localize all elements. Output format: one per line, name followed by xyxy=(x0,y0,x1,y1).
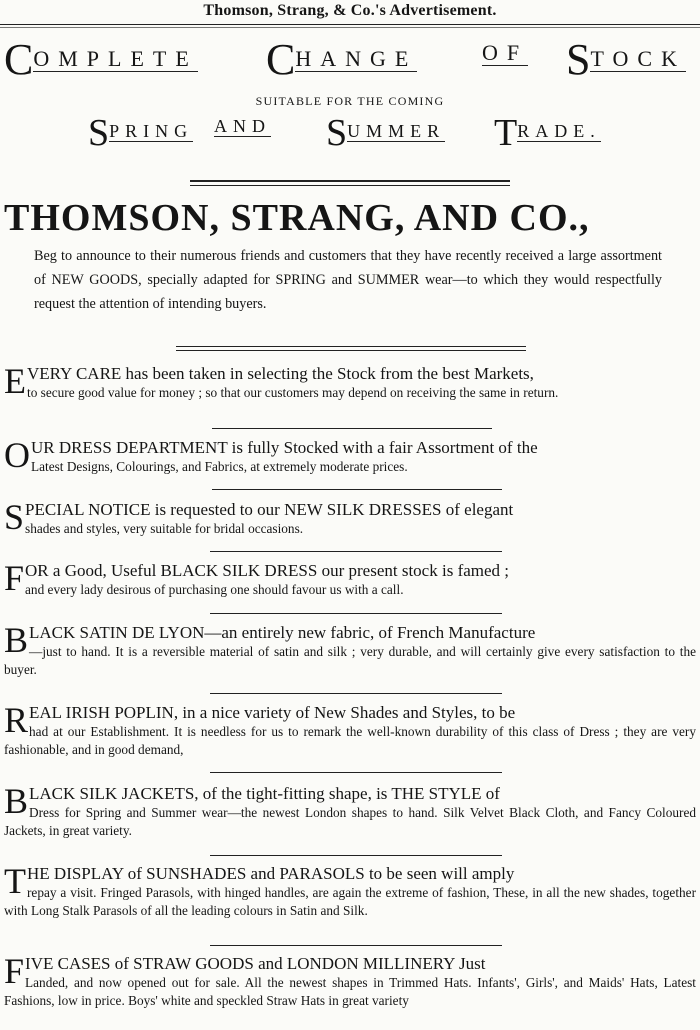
drop-initial: S xyxy=(4,497,25,537)
company-name: THOMSON, STRANG, AND CO., xyxy=(4,197,590,239)
drop-initial: B xyxy=(4,620,29,660)
section-sunshades-parasols xyxy=(4,861,696,920)
section-body: had at our Establishment. It is needless for us to remark the well-known durability of this class of Dress ; they are very fashionable, and in good demand, xyxy=(4,724,696,757)
drop-initial: F xyxy=(4,951,25,991)
headline-word-rest: RADE. xyxy=(517,121,601,141)
section-divider xyxy=(210,613,502,614)
drop-initial: S xyxy=(566,35,591,84)
section-lead: EAL IRISH POPLIN, in a nice variety of New Shades and Styles, to be xyxy=(29,703,516,722)
intro-paragraph: Beg to announce to their numerous friends and customers that they have recently received a large assortment of NEW GOODS, specially adapted for SPRING and SUMMER wear—to which they would respectfully request the attention of intending buyers. xyxy=(34,248,662,312)
section-dress-department xyxy=(4,435,696,476)
section-text xyxy=(4,620,696,679)
section-irish-poplin xyxy=(4,700,696,759)
section-lead: OR a Good, Useful BLACK SILK DRESS our present stock is famed ; xyxy=(25,561,510,580)
section-body: to secure good value for money ; so that our customers may depend on receiving the same in return. xyxy=(27,385,559,400)
section-divider xyxy=(210,945,502,946)
section-text xyxy=(4,361,696,402)
headline-word-rest: UMMER xyxy=(347,121,446,141)
section-lead: LACK SATIN DE LYON—an entirely new fabric, of French Manufacture xyxy=(29,623,536,642)
suitable-subtitle: SUITABLE FOR THE COMING xyxy=(255,94,445,108)
divider-intro-2 xyxy=(176,350,526,351)
drop-initial: C xyxy=(4,35,34,84)
section-divider xyxy=(210,693,502,694)
headline-word-of xyxy=(482,38,528,64)
section-special-notice xyxy=(4,497,696,538)
drop-initial: C xyxy=(266,35,296,84)
section-black-silk-dress xyxy=(4,558,696,599)
header-rule-thin xyxy=(0,27,700,28)
section-divider xyxy=(212,428,492,429)
headline-word-rest: HANGE xyxy=(295,46,418,71)
page-header-title: Thomson, Strang, & Co.'s Advertisement. xyxy=(203,2,497,19)
headline-spring-summer-trade xyxy=(88,114,648,158)
section-body: and every lady desirous of purchasing one should favour us with a call. xyxy=(25,582,404,597)
drop-initial: T xyxy=(494,112,518,154)
headline-word-change xyxy=(266,35,418,84)
section-every-care xyxy=(4,361,696,402)
headline-word-rest: OMPLETE xyxy=(33,46,198,71)
section-text xyxy=(4,435,696,476)
headline-word-rest: AND xyxy=(214,116,271,136)
divider-intro xyxy=(176,346,526,347)
section-silk-jackets xyxy=(4,781,696,840)
headline-complete-change-of-stock xyxy=(4,35,696,86)
section-black-satin xyxy=(4,620,696,679)
drop-initial: S xyxy=(88,112,110,154)
section-text xyxy=(4,497,696,538)
drop-initial: E xyxy=(4,361,26,401)
headline-word-rest: PRING xyxy=(109,121,194,141)
headline-word-spring xyxy=(88,114,193,152)
section-lead: IVE CASES of STRAW GOODS and LONDON MILLINERY Just xyxy=(25,954,486,973)
section-divider xyxy=(210,551,502,552)
section-text xyxy=(4,951,696,1010)
section-lead: LACK SILK JACKETS, of the tight-fitting shape, is THE STYLE of xyxy=(29,784,500,803)
section-text xyxy=(4,861,696,920)
headline-word-rest: OF xyxy=(482,40,529,65)
section-text xyxy=(4,781,696,840)
section-divider xyxy=(210,772,502,773)
section-straw-goods xyxy=(4,951,696,1010)
section-text xyxy=(4,558,696,599)
drop-initial: R xyxy=(4,700,29,740)
section-lead: HE DISPLAY of SUNSHADES and PARASOLS to be seen will amply xyxy=(27,864,515,883)
headline-word-stock xyxy=(566,35,686,84)
section-text xyxy=(4,700,696,759)
section-body: Dress for Spring and Summer wear—the newest London shapes to hand. Silk Velvet Black Cloth, and Fancy Coloured Jackets, in great variety. xyxy=(4,805,696,838)
section-divider xyxy=(212,489,502,490)
section-body: —just to hand. It is a reversible material of satin and silk ; very durable, and will certainly give every satisfaction to the buyer. xyxy=(4,644,696,677)
drop-initial: B xyxy=(4,781,29,821)
drop-initial: F xyxy=(4,558,25,598)
headline-word-rest: TOCK xyxy=(590,46,686,71)
drop-initial: O xyxy=(4,435,30,475)
section-body: Landed, and now opened out for sale. All the newest shapes in Trimmed Hats. Infants', Girls', and Maids' Hats, Latest Fashions, low in price. Boys' white and speckled Straw Hats in great variety xyxy=(4,975,696,1008)
section-lead: PECIAL NOTICE is requested to our NEW SILK DRESSES of elegant xyxy=(25,500,514,519)
section-lead: VERY CARE has been taken in selecting the Stock from the best Markets, xyxy=(27,364,534,383)
section-lead: UR DRESS DEPARTMENT is fully Stocked with a fair Assortment of the xyxy=(31,438,538,457)
headline-word-summer xyxy=(326,114,445,152)
headline-word-trade xyxy=(494,114,601,152)
section-body: shades and styles, very suitable for bridal occasions. xyxy=(25,521,304,536)
divider-double-bottom xyxy=(190,185,510,186)
headline-word-and xyxy=(214,114,271,135)
headline-word-complete xyxy=(4,35,198,84)
drop-initial: S xyxy=(326,112,348,154)
drop-initial: T xyxy=(4,861,26,901)
section-body: Latest Designs, Colourings, and Fabrics, at extremely moderate prices. xyxy=(31,459,408,474)
header-rule xyxy=(0,24,700,25)
divider-double-top xyxy=(190,180,510,182)
section-body: repay a visit. Fringed Parasols, with hinged handles, are again the extreme of fashion, These, in all the new shades, together with Long Stalk Parasols of all the leading colours in Satin and Silk. xyxy=(4,885,696,918)
section-divider xyxy=(210,855,502,856)
